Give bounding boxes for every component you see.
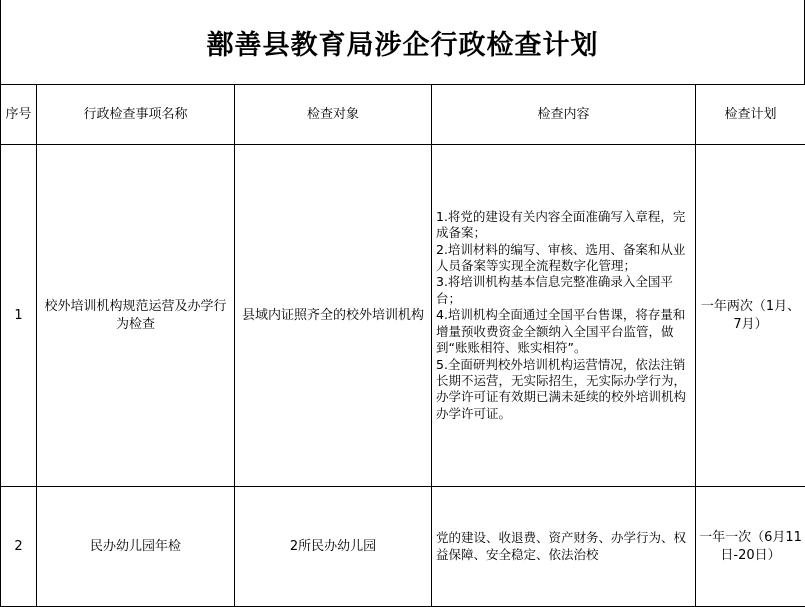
content-line: 5.全面研判校外培训机构运营情况，依法注销长期不运营，无实际招生，无实际办学行为，办学许可证有效期已满未延续的校外培训机构办学许可证。 — [436, 357, 691, 423]
row-item: 民办幼儿园年检 — [37, 487, 235, 607]
header-plan: 检查计划 — [696, 85, 805, 145]
row-content — [432, 487, 696, 607]
header-row — [1, 85, 805, 145]
row-content — [432, 145, 696, 487]
content-line: 2.培训材料的编写、审核、选用、备案和从业人员备案等实现全流程数字化管理； — [436, 242, 691, 275]
row-item: 校外培训机构规范运营及办学行为检查 — [37, 145, 235, 487]
content-line: 党的建设、收退费、资产财务、办学行为、权益保障、安全稳定、依法治校 — [436, 530, 691, 563]
header-target: 检查对象 — [235, 85, 432, 145]
row-index: 2 — [1, 487, 37, 607]
row-plan: 一年一次（6月11日-20日） — [696, 487, 805, 607]
inspection-table — [0, 84, 805, 607]
table-row — [1, 487, 805, 607]
table-row — [1, 145, 805, 487]
content-line: 4.培训机构全面通过全国平台售课，将存量和增量预收费资金全额纳入全国平台监管，做到“账账相符、账实相符”。 — [436, 307, 691, 356]
row-plan: 一年两次（1月、7月） — [696, 145, 805, 487]
header-item: 行政检查事项名称 — [37, 85, 235, 145]
header-index: 序号 — [1, 85, 37, 145]
content-line: 3.将培训机构基本信息完整准确录入全国平台； — [436, 274, 691, 307]
row-target: 2所民办幼儿园 — [235, 487, 432, 607]
content-line: 1.将党的建设有关内容全面准确写入章程，完成备案； — [436, 209, 691, 242]
row-index: 1 — [1, 145, 37, 487]
row-target: 县域内证照齐全的校外培训机构 — [235, 145, 432, 487]
header-content: 检查内容 — [432, 85, 696, 145]
page-title: 鄯善县教育局涉企行政检查计划 — [0, 0, 805, 84]
